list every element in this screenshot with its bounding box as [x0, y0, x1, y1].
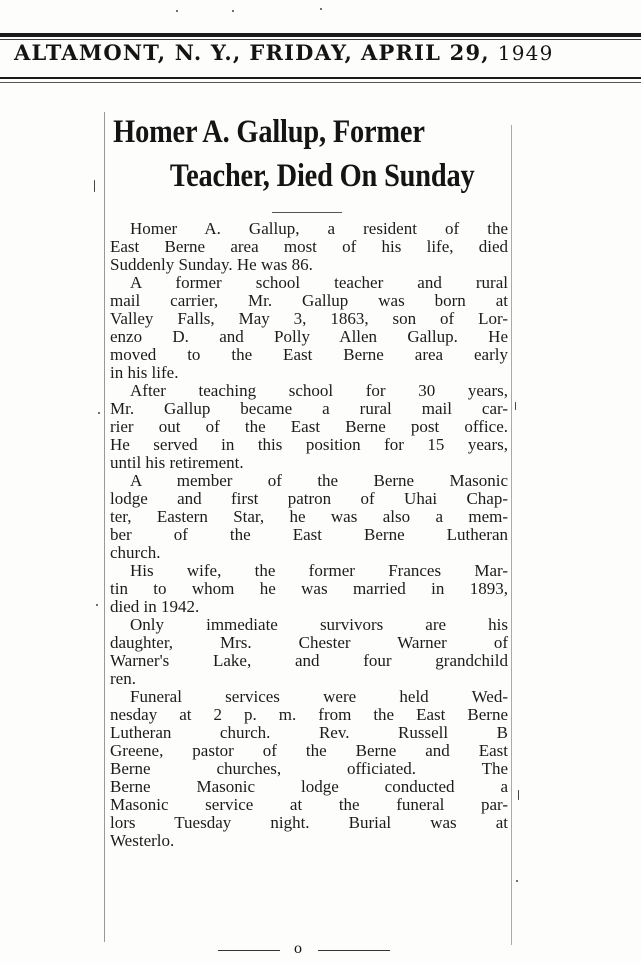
- headline-divider: [272, 212, 342, 213]
- article-headline: [108, 110, 475, 198]
- article-line: A former school teacher and rural: [130, 273, 508, 292]
- article-line: His wife, the former Frances Mar-: [130, 561, 508, 580]
- article-line: Berne Masonic lodge conducted a: [110, 777, 508, 796]
- article-line: in his life.: [110, 363, 179, 382]
- dateline-year: 1949: [497, 41, 554, 65]
- print-speck: [94, 180, 95, 192]
- dateline-bottom-rule-thin: [0, 82, 641, 83]
- dateline-month-day: APRIL 29,: [361, 40, 490, 65]
- print-speck: [96, 604, 98, 606]
- article-line: Warner's Lake, and four grandchild: [110, 651, 508, 670]
- article-line: daughter, Mrs. Chester Warner of: [110, 633, 508, 652]
- print-speck: [176, 10, 178, 12]
- article-line: Only immediate survivors are his: [130, 615, 508, 634]
- article-line: died in 1942.: [110, 597, 200, 616]
- clipping-left-edge: [104, 112, 105, 942]
- article-line: moved to the East Berne area early: [110, 345, 508, 364]
- article-line: ter, Eastern Star, he was also a mem-: [110, 507, 508, 526]
- print-speck: [98, 412, 100, 414]
- article-line: mail carrier, Mr. Gallup was born at: [110, 291, 508, 310]
- article-line: Greene, pastor of the Berne and East: [110, 741, 508, 760]
- article-line: Funeral services were held Wed-: [130, 687, 508, 706]
- article-line: Lutheran church. Rev. Russell B: [110, 723, 508, 742]
- print-speck: [516, 880, 518, 882]
- article-line: church.: [110, 543, 161, 562]
- article-line: A member of the Berne Masonic: [130, 471, 508, 490]
- dateline-place: ALTAMONT, N. Y.,: [14, 40, 242, 65]
- clipping-right-edge: [511, 125, 512, 945]
- article-line: until his retirement.: [110, 453, 244, 472]
- print-speck: [515, 402, 516, 410]
- article-body: [110, 220, 508, 850]
- headline-line-2: Teacher, Died On Sunday: [169, 158, 475, 194]
- dateline-day: FRIDAY,: [249, 40, 354, 65]
- end-mark: [218, 940, 398, 962]
- end-mark-o: o: [294, 940, 302, 957]
- article-line: East Berne area most of his life, died: [110, 237, 508, 256]
- print-speck: [232, 10, 234, 12]
- print-speck: [518, 790, 519, 800]
- article-line: rier out of the East Berne post office.: [110, 417, 508, 436]
- article-line: lodge and first patron of Uhai Chap-: [110, 489, 508, 508]
- article-line: ren.: [110, 669, 136, 688]
- article-line: He served in this position for 15 years,: [110, 435, 508, 454]
- article-line: nesday at 2 p. m. from the East Berne: [110, 705, 508, 724]
- article-line: Masonic service at the funeral par-: [110, 795, 508, 814]
- article-line: After teaching school for 30 years,: [130, 381, 508, 400]
- article-line: ber of the East Berne Lutheran: [110, 525, 508, 544]
- article-line: Valley Falls, May 3, 1863, son of Lor-: [110, 309, 508, 328]
- top-rule: [0, 33, 641, 37]
- article-line: Berne churches, officiated. The: [110, 759, 508, 778]
- article-line: Westerlo.: [110, 831, 175, 850]
- end-dash-right: [318, 950, 390, 951]
- end-dash-left: [218, 950, 280, 951]
- article-line: tin to whom he was married in 1893,: [110, 579, 508, 598]
- article-line: lors Tuesday night. Burial was at: [110, 813, 508, 832]
- article-line: Suddenly Sunday. He was 86.: [110, 255, 313, 274]
- article-line: Mr. Gallup became a rural mail car-: [110, 399, 508, 418]
- print-speck: [320, 8, 322, 10]
- article-line: enzo D. and Polly Allen Gallup. He: [110, 327, 508, 346]
- headline-line-1: Homer A. Gallup, Former: [113, 114, 425, 150]
- article-line: Homer A. Gallup, a resident of the: [130, 219, 508, 238]
- dateline: [14, 40, 634, 65]
- dateline-bottom-rule: [0, 77, 641, 79]
